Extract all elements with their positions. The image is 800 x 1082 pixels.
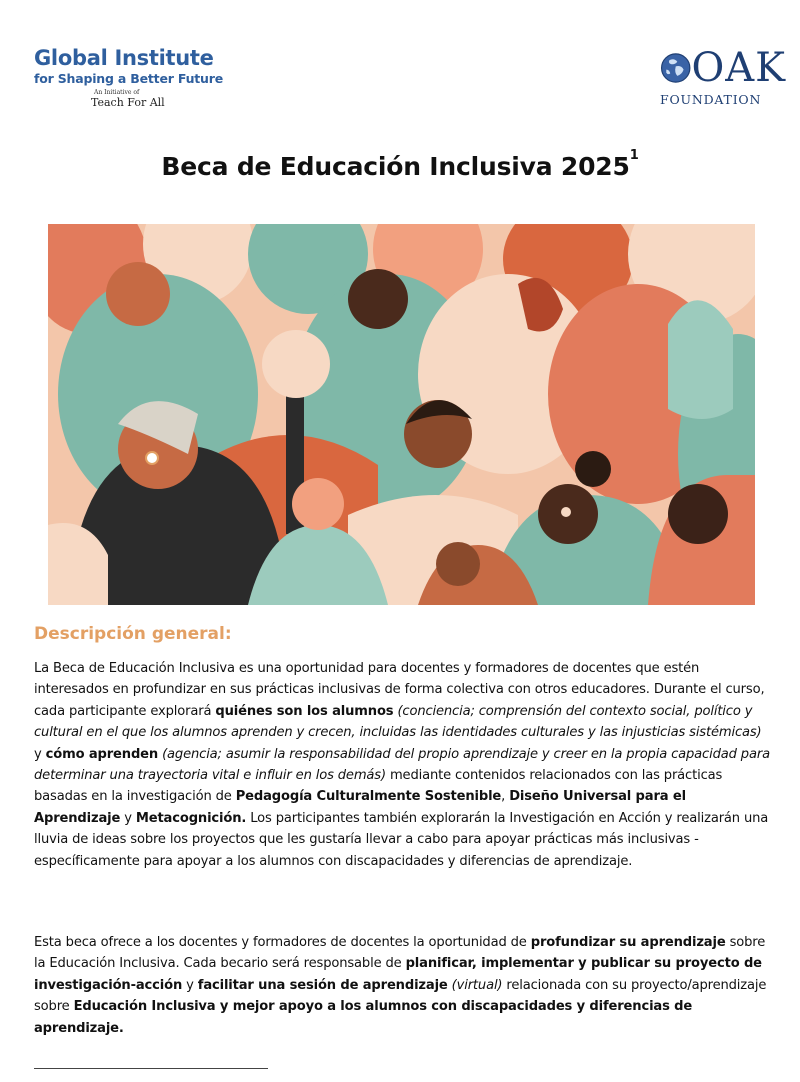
oak-foundation-label: FOUNDATION bbox=[660, 92, 762, 107]
text-run: y bbox=[34, 746, 46, 762]
bold-run: Diseño Universal para el Aprendizaje bbox=[34, 789, 686, 826]
logo-line-1: Global Institute bbox=[34, 46, 214, 70]
bold-run: facilitar una sesión de aprendizaje bbox=[197, 977, 448, 993]
bold-run: profundizar su aprendizaje bbox=[530, 935, 726, 950]
text-run: La Beca de Educación Inclusiva es una oportunidad para docentes y formadores de docentes que estén interesados en profundizar en sus prácticas inclusivas de forma colectiva con otros educadores. Durante el curso, cada participante explorará bbox=[34, 661, 765, 719]
text-run: y bbox=[182, 977, 198, 993]
text-run: , bbox=[501, 789, 510, 805]
footnote-separator bbox=[34, 1068, 268, 1069]
bold-run: planificar, implementar y publicar su proyecto de investigación-acción bbox=[34, 956, 762, 993]
page-title bbox=[0, 148, 800, 181]
logo-line-3: An Initiative of bbox=[94, 89, 140, 96]
oak-foundation-logo bbox=[660, 46, 786, 107]
title-text: Beca de Educación Inclusiva 2025 bbox=[161, 152, 630, 181]
global-institute-logo bbox=[34, 46, 274, 109]
text-run: relacionada con su proyecto/aprendizaje sobre bbox=[34, 977, 767, 1015]
title-footnote-marker: 1 bbox=[629, 148, 639, 163]
section-heading: Descripción general: bbox=[34, 624, 232, 644]
bold-run: cómo aprenden bbox=[45, 746, 159, 762]
text-run: Los participantes también explorarán la Investigación en Acción y realizarán una lluvia de ideas sobre los proyectos que les gustaría llevar a cabo para apoyar prácticas más inclusivas - específicamente para apoyar a los alumnos con discapacidades y diferencias de aprendizaje. bbox=[34, 810, 769, 869]
paragraph-2 bbox=[34, 932, 770, 1039]
bold-run: quiénes son los alumnos bbox=[215, 703, 394, 719]
paragraph-1 bbox=[34, 658, 770, 872]
text-run: sobre la Educación Inclusiva. Cada becario será responsable de bbox=[34, 935, 766, 972]
logo-line-2: for Shaping a Better Future bbox=[34, 71, 223, 86]
italic-run: (virtual) bbox=[451, 977, 503, 993]
logo-line-4: Teach For All bbox=[91, 96, 165, 109]
italic-run: (conciencia; comprensión del contexto social, político y cultural en el que los alumnos aprenden y crecen, incluidas las identidades culturales y las injusticias sistémicas) bbox=[34, 703, 762, 741]
bold-run: Metacognición. bbox=[135, 810, 247, 826]
text-run: mediante contenidos relacionados con las prácticas basadas en la investigación de bbox=[34, 768, 723, 805]
text-run: y bbox=[120, 810, 136, 826]
bold-run: Educación Inclusiva y mejor apoyo a los alumnos con discapacidades y diferencias de aprendizaje. bbox=[34, 999, 693, 1036]
globe-icon bbox=[660, 49, 691, 87]
bold-run: Pedagogía Culturalmente Sostenible bbox=[235, 789, 502, 805]
oak-name: OAK bbox=[691, 45, 786, 91]
text-run: Esta beca ofrece a los docentes y formadores de docentes la oportunidad de bbox=[34, 935, 531, 950]
crowd-illustration bbox=[48, 224, 755, 605]
hero-illustration bbox=[48, 224, 755, 605]
italic-run: (agencia; asumir la responsabilidad del propio aprendizaje y creer en la propia capacidad para determinar una trayectoria vital e influir en los demás) bbox=[34, 746, 770, 784]
